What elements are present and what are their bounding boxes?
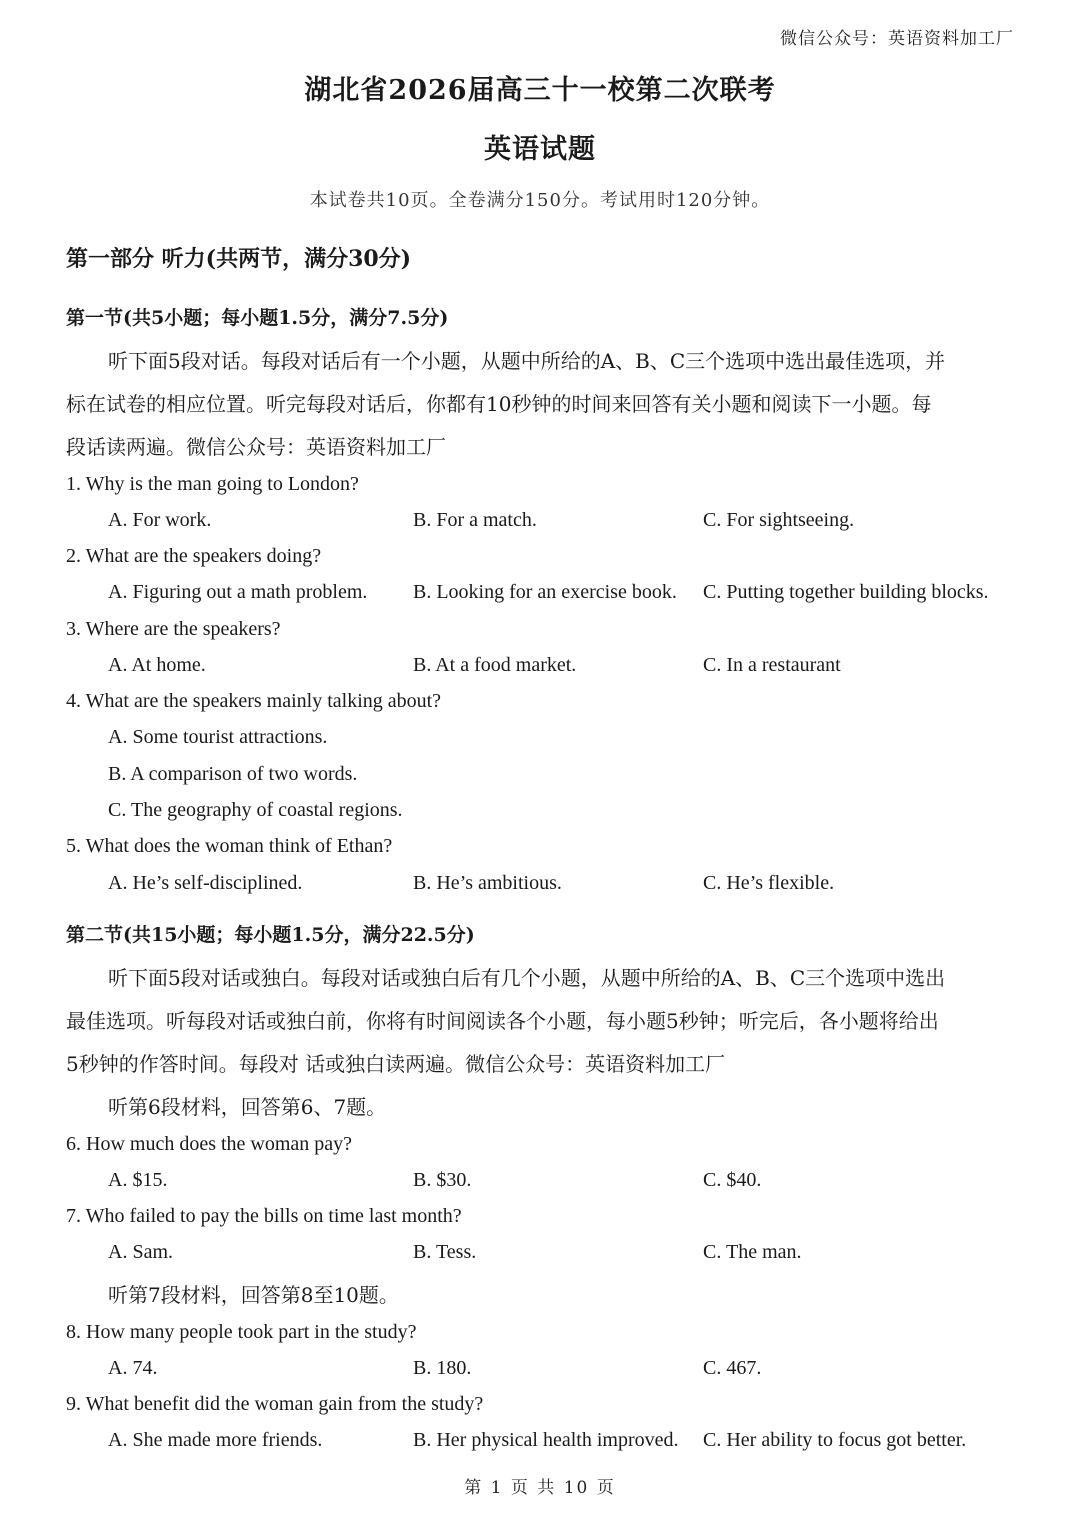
option-b: B. Her physical health improved. xyxy=(413,1429,679,1451)
option-a: A. At home. xyxy=(108,654,206,676)
option-a: A. 74. xyxy=(108,1357,158,1379)
option-b: B. He’s ambitious. xyxy=(413,872,562,894)
option-c: C. The geography of coastal regions. xyxy=(108,799,403,821)
option-b: B. A comparison of two words. xyxy=(108,763,358,785)
option-a: A. Figuring out a math problem. xyxy=(108,581,368,603)
exam-info: 本试卷共10页。全卷满分150分。考试用时120分钟。 xyxy=(309,190,771,211)
option-b: B. For a match. xyxy=(413,509,537,531)
question-stem: 9. What benefit did the woman gain from the study? xyxy=(66,1393,484,1415)
exam-title: 湖北省2026届高三十一校第二次联考 xyxy=(304,75,776,106)
section2-instruction-line: 听下面5段对话或独白。每段对话或独白后有几个小题，从题中所给的A、B、C三个选项中选出 xyxy=(108,966,946,990)
question-stem: 3. Where are the speakers? xyxy=(66,618,281,640)
question-stem: 5. What does the woman think of Ethan? xyxy=(66,835,393,857)
section1-heading: 第一节(共5小题；每小题1.5分，满分7.5分) xyxy=(66,307,449,329)
option-a: A. $15. xyxy=(108,1169,168,1191)
option-a: A. Some tourist attractions. xyxy=(108,726,328,748)
subject-title: 英语试题 xyxy=(484,134,596,165)
section1-instruction-line: 段话读两遍。微信公众号：英语资料加工厂 xyxy=(66,435,446,459)
option-a: A. Sam. xyxy=(108,1241,173,1263)
option-b: B. Looking for an exercise book. xyxy=(413,581,677,603)
question-stem: 1. Why is the man going to London? xyxy=(66,473,359,495)
option-c: C. In a restaurant xyxy=(703,654,841,676)
page-footer: 第 1 页 共 10 页 xyxy=(464,1478,616,1498)
option-c: C. $40. xyxy=(703,1169,762,1191)
part1-heading: 第一部分 听力(共两节，满分30分) xyxy=(66,246,412,272)
option-a: A. He’s self-disciplined. xyxy=(108,872,303,894)
question-stem: 7. Who failed to pay the bills on time last month? xyxy=(66,1205,462,1227)
section2-heading: 第二节(共15小题；每小题1.5分，满分22.5分) xyxy=(66,924,475,946)
section2-instruction-line: 最佳选项。听每段对话或独白前，你将有时间阅读各个小题，每小题5秒钟；听完后，各小题将给出 xyxy=(66,1009,939,1033)
option-b: B. At a food market. xyxy=(413,654,577,676)
option-c: C. The man. xyxy=(703,1241,802,1263)
option-c: C. For sightseeing. xyxy=(703,509,855,531)
question-stem: 6. How much does the woman pay? xyxy=(66,1133,353,1155)
question-stem: 8. How many people took part in the study? xyxy=(66,1321,417,1343)
option-a: A. For work. xyxy=(108,509,212,531)
option-b: B. 180. xyxy=(413,1357,472,1379)
section2-instruction-line: 5秒钟的作答时间。每段对 话或独白读两遍。微信公众号：英语资料加工厂 xyxy=(66,1052,726,1076)
material-instruction: 听第7段材料，回答第8至10题。 xyxy=(108,1283,399,1307)
option-a: A. She made more friends. xyxy=(108,1429,323,1451)
option-b: B. Tess. xyxy=(413,1241,477,1263)
option-c: C. Putting together building blocks. xyxy=(703,581,989,603)
watermark-text: 微信公众号：英语资料加工厂 xyxy=(780,29,1014,49)
section1-instruction-line: 标在试卷的相应位置。听完每段对话后，你都有10秒钟的时间来回答有关小题和阅读下一小题。每 xyxy=(66,392,932,416)
option-b: B. $30. xyxy=(413,1169,472,1191)
option-c: C. Her ability to focus got better. xyxy=(703,1429,967,1451)
section1-instruction-line: 听下面5段对话。每段对话后有一个小题，从题中所给的A、B、C三个选项中选出最佳选项，并 xyxy=(108,349,946,373)
option-c: C. 467. xyxy=(703,1357,762,1379)
option-c: C. He’s flexible. xyxy=(703,872,835,894)
question-stem: 4. What are the speakers mainly talking about? xyxy=(66,690,442,712)
question-stem: 2. What are the speakers doing? xyxy=(66,545,322,567)
material-instruction: 听第6段材料，回答第6、7题。 xyxy=(108,1095,387,1119)
